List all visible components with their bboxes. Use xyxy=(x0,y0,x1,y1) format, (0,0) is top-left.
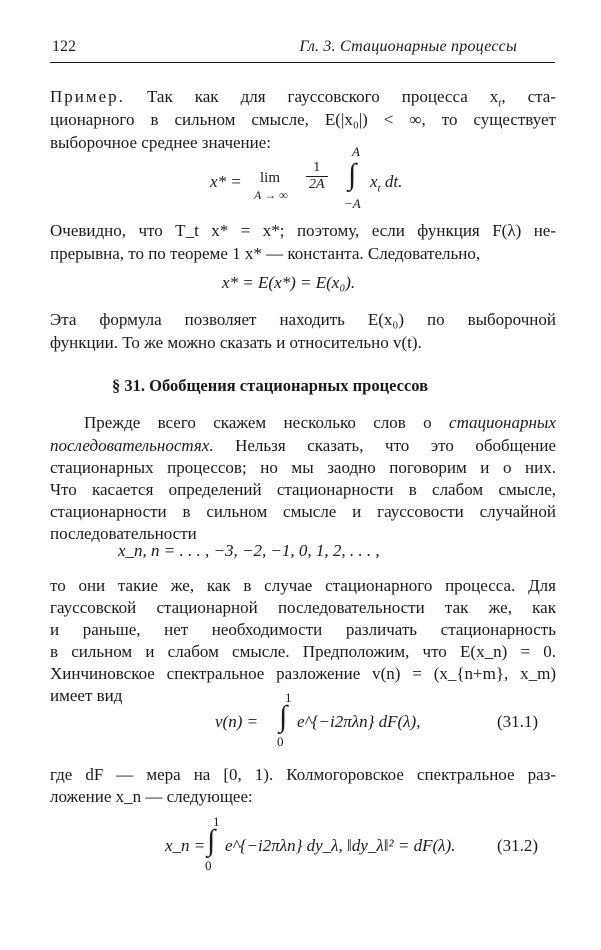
formula1-integrand-x: x xyxy=(370,172,378,191)
formula5-integrand: e^{−i2πλn} dy_λ, ‖dy_λ‖² = dF(λ). xyxy=(225,836,456,855)
formula-sample-mean xyxy=(210,144,420,214)
formula1-int-lower: −A xyxy=(344,196,361,211)
formula1-fraction xyxy=(306,160,328,193)
formula-expectation: x* = E(x*) = E(x₀). xyxy=(222,273,356,292)
para5-line1: то они такие же, как в случае стационарного процесса. Для xyxy=(50,576,556,595)
running-head: Гл. 3. Стационарные процессы xyxy=(299,38,517,55)
formula4-integrand: e^{−i2πλn} dF(λ), xyxy=(297,712,421,731)
para1-line3: выборочное среднее значение: xyxy=(50,133,271,152)
formula4-int-lower: 0 xyxy=(277,734,284,749)
para5-line3: и раньше, нет необходимости различать стационарность xyxy=(50,620,556,639)
integral-sign-icon: ∫ xyxy=(207,824,216,857)
para1-line1-sub: t xyxy=(498,97,502,110)
para1-line1-tail: , ста- xyxy=(501,87,557,106)
para4-line4: Что касается определений стационарности в слабом смысле, xyxy=(50,480,556,499)
para6-line1: где dF — мера на [0, 1). Колмогоровское спектральное раз- xyxy=(50,765,556,784)
para2-line1: Очевидно, что T_t x* = x*; поэтому, если функция F(λ) не- xyxy=(50,221,556,240)
para4-line2 xyxy=(50,435,556,457)
integral-sign-icon: ∫ xyxy=(348,158,357,191)
para1-line2: ционарного в сильном смысле, E(|x₀|) < ∞, то существует xyxy=(50,110,556,129)
formula1-integrand-sub: t xyxy=(377,182,381,195)
formula1-lhs: x* = xyxy=(210,172,242,191)
formula-31-2 xyxy=(165,814,560,876)
formula4-lhs: v(n) = xyxy=(215,712,259,731)
page-header xyxy=(50,38,555,63)
para4-line2-text: Нельзя сказать, что это обобщение xyxy=(235,436,557,455)
formula4-int-upper: 1 xyxy=(285,690,292,705)
formula1-frac-num: 1 xyxy=(306,160,328,177)
equation-number-31-1: (31.1) xyxy=(497,712,539,731)
formula5-int-upper: 1 xyxy=(213,814,220,829)
para6-line2: ложение x_n — следующее: xyxy=(50,787,253,806)
page-number: 122 xyxy=(52,38,76,55)
para3-line1: Эта формула позволяет находить E(x₀) по выборочной xyxy=(50,310,556,329)
formula-31-1 xyxy=(215,690,560,752)
formula5-int-lower: 0 xyxy=(205,858,212,873)
para5-line4: в сильном и слабом смысле. Предположим, что E(x_n) = 0. xyxy=(50,642,556,661)
para4-line1 xyxy=(84,412,556,434)
integral-sign-icon: ∫ xyxy=(279,700,288,733)
formula1-integrand xyxy=(370,172,402,194)
para4-line3: стационарных процессов; но мы заодно поговорим и о них. xyxy=(50,458,556,477)
para2-line2: прерывна, то по теореме 1 x* — константа. Следовательно, xyxy=(50,244,481,263)
formula1-int-upper: A xyxy=(352,144,360,159)
formula1-dt: dt. xyxy=(384,172,403,191)
para4-line6: последовательности xyxy=(50,524,197,543)
para4-line2-italic: последовательностях. xyxy=(50,436,214,455)
formula1-lim: lim xyxy=(260,170,281,186)
para5-line5: Хинчиновское спектральное разложение v(n) = (x_{n+m}, x_m) xyxy=(50,664,556,683)
formula-sequence: x_n, n = . . . , −3, −2, −1, 0, 1, 2, . . . , xyxy=(118,541,380,560)
para5-line6: имеет вид xyxy=(50,686,123,705)
para3-line2: функции. То же можно сказать и относительно v(t). xyxy=(50,333,422,352)
formula1-lim-sub: A → ∞ xyxy=(254,188,288,202)
formula5-lhs: x_n = xyxy=(165,836,206,855)
para5-line2: гауссовской стационарной последовательности так же, как xyxy=(50,598,556,617)
para4-line5: стационарности в сильном смысле и гауссовости случайной xyxy=(50,502,556,521)
para4-line1-text: Прежде всего скажем несколько слов о xyxy=(84,413,432,432)
para4-line1-italic: стационарных xyxy=(449,413,556,432)
para1-line1-text: Так как для гауссовского процесса x xyxy=(146,87,499,106)
equation-number-31-2: (31.2) xyxy=(497,836,539,855)
section-title: § 31. Обобщения стационарных процессов xyxy=(112,376,429,395)
example-label: Пример. xyxy=(50,87,125,106)
formula1-frac-den: 2A xyxy=(309,177,325,192)
